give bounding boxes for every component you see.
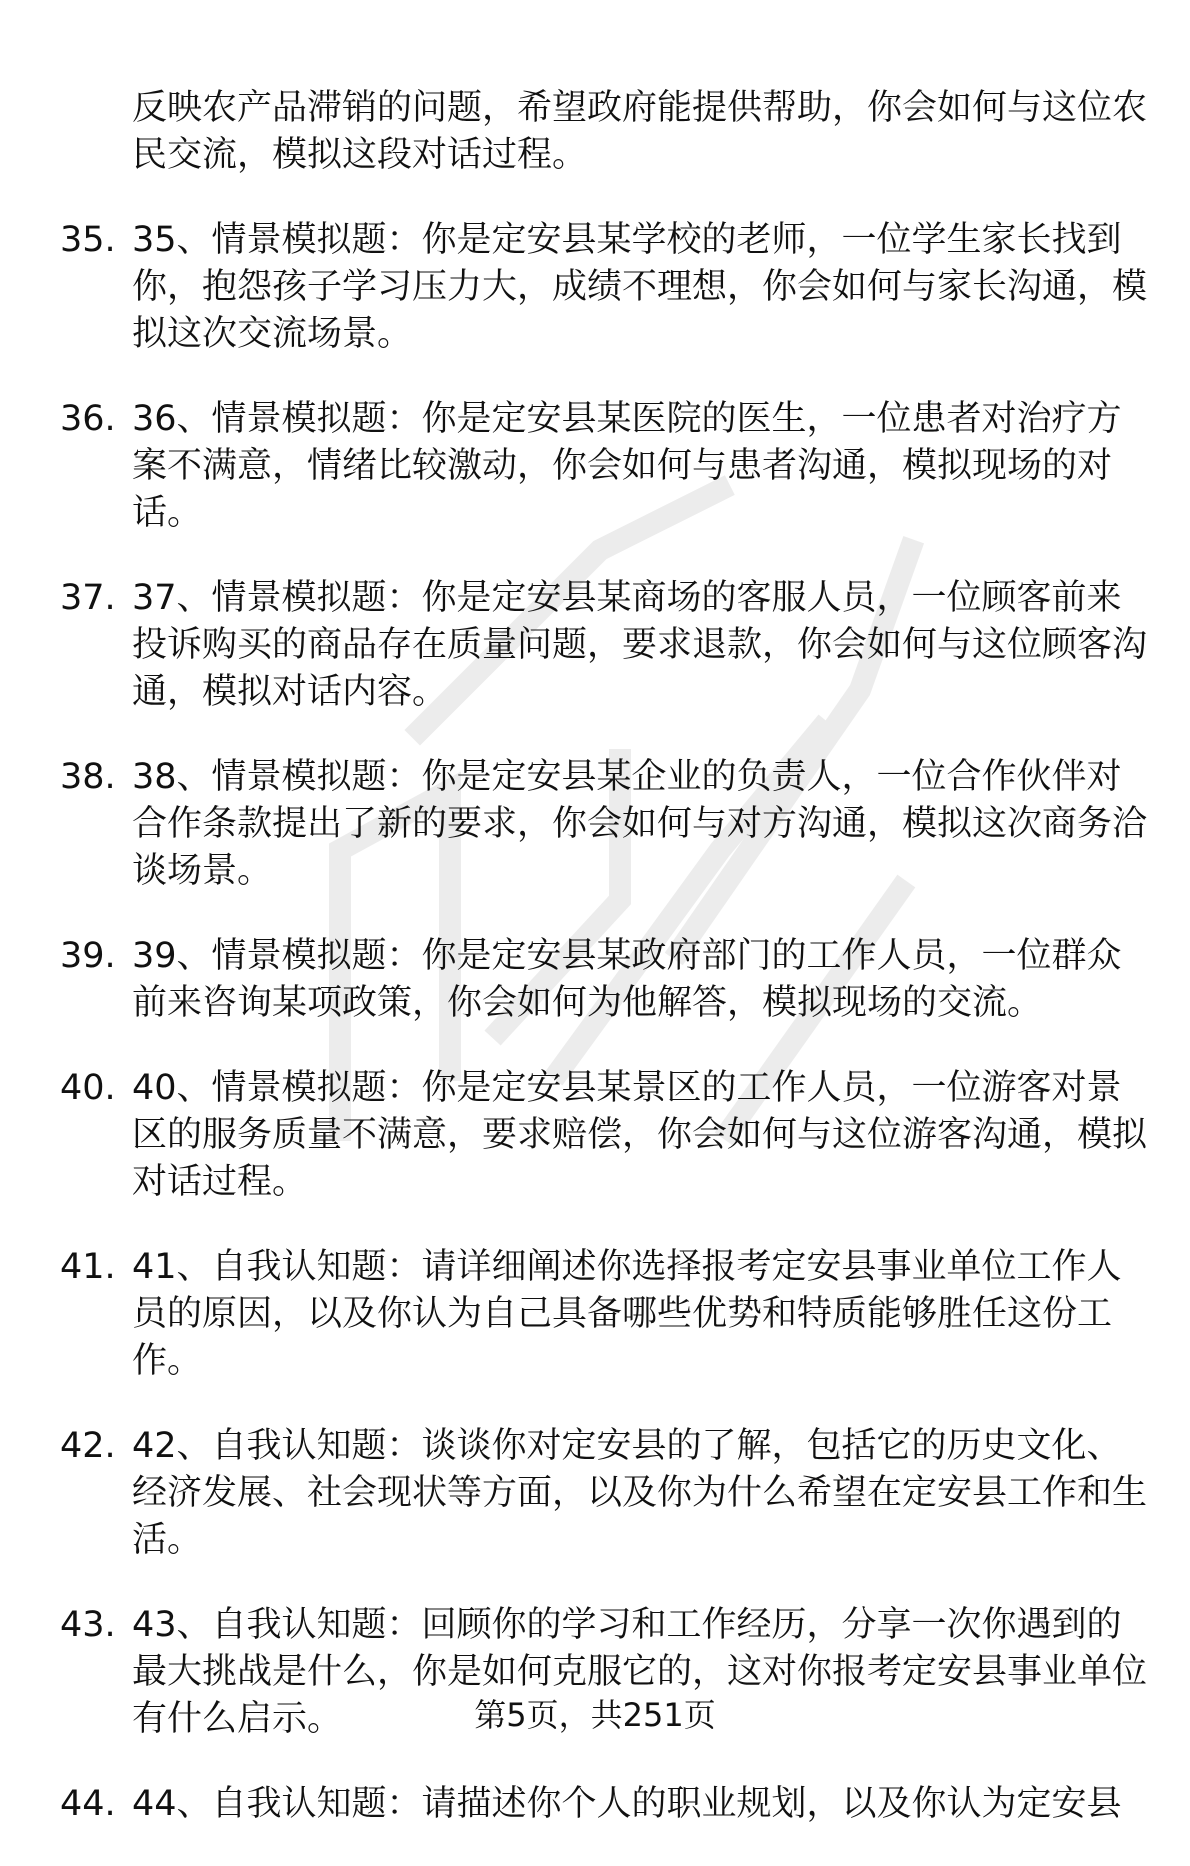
list-item [60,396,1150,537]
item-number: 41. [60,1247,116,1287]
list-item [60,1244,1150,1385]
item-text: 35、情景模拟题：你是定安县某学校的老师，一位学生家长找到你，抱怨孩子学习压力大，成绩不理想，你会如何与家长沟通，模拟这次交流场景。 [132,220,1148,354]
item-text: 44、自我认知题：请描述你个人的职业规划，以及你认为定安县 [132,1784,1122,1824]
item-number: 35. [60,220,116,260]
item-number: 40. [60,1068,116,1108]
list-item [60,1781,1150,1828]
continued-paragraph: 反映农产品滞销的问题，希望政府能提供帮助，你会如何与这位农民交流，模拟这段对话过程。 [132,88,1148,175]
item-number: 38. [60,757,116,797]
item-text: 43、自我认知题：回顾你的学习和工作经历，分享一次你遇到的最大挑战是什么，你是如何克服它的，这对你报考定安县事业单位有什么启示。 [132,1605,1148,1739]
item-number: 43. [60,1605,116,1645]
list-item [60,217,1150,358]
item-text: 37、情景模拟题：你是定安县某商场的客服人员，一位顾客前来投诉购买的商品存在质量问题，要求退款，你会如何与这位顾客沟通，模拟对话内容。 [132,578,1148,712]
item-number: 42. [60,1426,116,1466]
list-item [60,575,1150,716]
item-text: 39、情景模拟题：你是定安县某政府部门的工作人员，一位群众前来咨询某项政策，你会如何为他解答，模拟现场的交流。 [132,936,1122,1023]
list-item [60,933,1150,1027]
list-item [60,1065,1150,1206]
item-number: 44. [60,1784,116,1824]
item-text: 38、情景模拟题：你是定安县某企业的负责人，一位合作伙伴对合作条款提出了新的要求，你会如何与对方沟通，模拟这次商务洽谈场景。 [132,757,1148,891]
item-text: 41、自我认知题：请详细阐述你选择报考定安县事业单位工作人员的原因，以及你认为自己具备哪些优势和特质能够胜任这份工作。 [132,1247,1122,1381]
item-text: 36、情景模拟题：你是定安县某医院的医生，一位患者对治疗方案不满意，情绪比较激动，你会如何与患者沟通，模拟现场的对话。 [132,399,1122,533]
item-number: 36. [60,399,116,439]
item-number: 37. [60,578,116,618]
list-item [60,754,1150,895]
question-list [60,217,1150,1828]
page-footer: 第5页，共251页 [474,1696,716,1734]
document-body [60,50,1150,1866]
item-text: 40、情景模拟题：你是定安县某景区的工作人员，一位游客对景区的服务质量不满意，要求赔偿，你会如何与这位游客沟通，模拟对话过程。 [132,1068,1148,1202]
list-item [60,1423,1150,1564]
item-text: 42、自我认知题：谈谈你对定安县的了解，包括它的历史文化、经济发展、社会现状等方面，以及你为什么希望在定安县工作和生活。 [132,1426,1148,1560]
item-number: 39. [60,936,116,976]
